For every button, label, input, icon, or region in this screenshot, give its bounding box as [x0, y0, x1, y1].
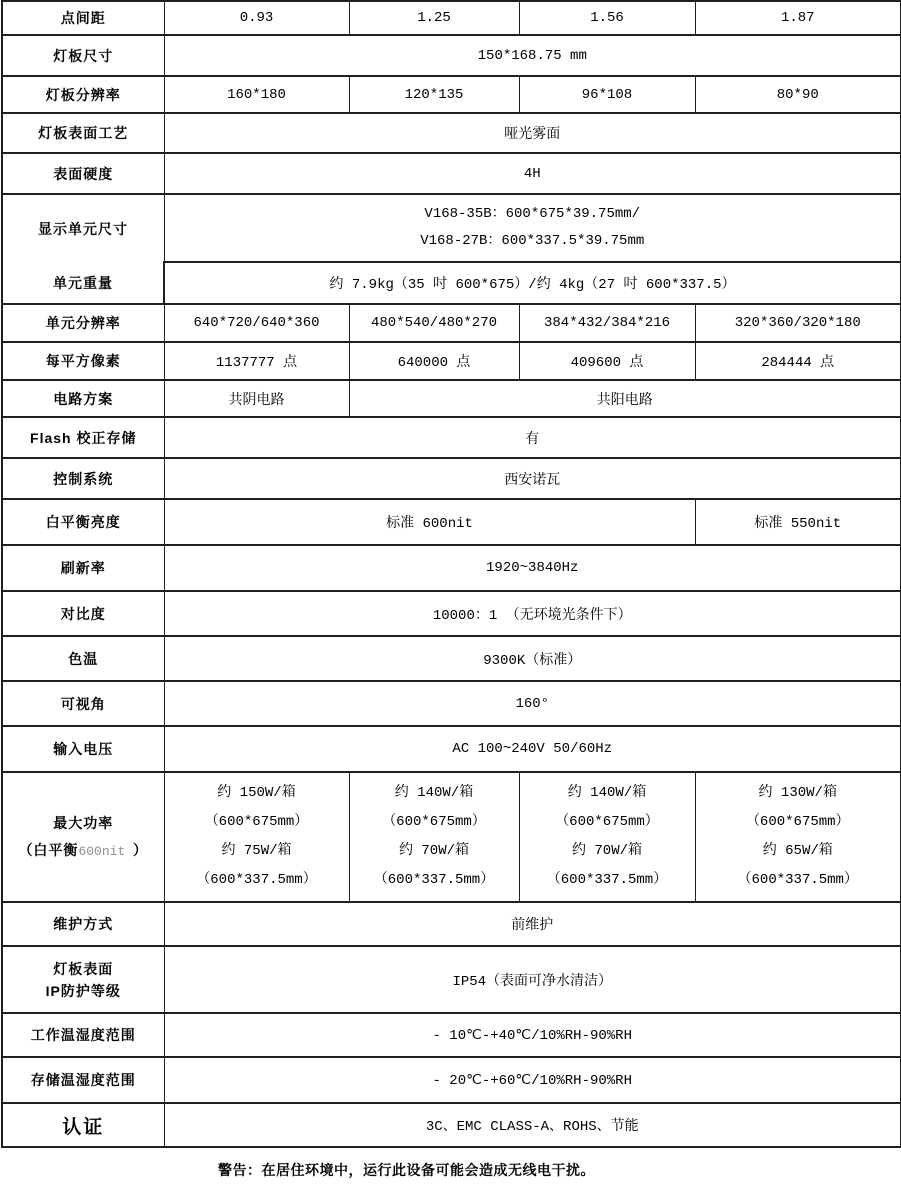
row-label-max-power	[2, 772, 164, 902]
surface-finish-value: 哑光雾面	[164, 113, 901, 153]
row-label-ip-rating	[2, 946, 164, 1013]
module-size-value: 150*168.75 mm	[164, 35, 901, 76]
control-system-value: 西安诺瓦	[164, 458, 901, 499]
circuit-value-common-anode: 共阳电路	[349, 380, 901, 417]
row-label-surface-hardness: 表面硬度	[2, 153, 164, 194]
viewing-angle-value: 160°	[164, 681, 901, 726]
row-label-white-balance: 白平衡亮度	[2, 499, 164, 545]
row-max-power	[2, 772, 901, 902]
pixels-per-sqm-value-4: 284444 点	[695, 342, 901, 380]
unit-size-value	[164, 194, 901, 262]
row-label-storage-temp-humidity: 存储温湿度范围	[2, 1057, 164, 1103]
merged-label-unit-size-weight	[2, 194, 164, 304]
row-surface-hardness	[2, 153, 901, 194]
unit-resolution-value-3: 384*432/384*216	[519, 304, 695, 342]
row-module-size	[2, 35, 901, 76]
unit-resolution-value-4: 320*360/320*180	[695, 304, 901, 342]
ip-rating-label-line1: 灯板表面	[53, 960, 114, 977]
row-label-unit-resolution: 单元分辨率	[2, 304, 164, 342]
row-pixels-per-sqm	[2, 342, 901, 380]
white-balance-value-main: 标准 600nit	[164, 499, 695, 545]
row-color-temperature	[2, 636, 901, 681]
module-resolution-value-1: 160*180	[164, 76, 349, 113]
row-label-viewing-angle: 可视角	[2, 681, 164, 726]
row-white-balance	[2, 499, 901, 545]
ip-rating-label-line2: IP防护等级	[45, 982, 121, 999]
row-label-module-size: 灯板尺寸	[2, 35, 164, 76]
max-power-label-line2: （白平衡600nit ）	[18, 841, 149, 859]
row-label-circuit: 电路方案	[2, 380, 164, 417]
storage-temp-humidity-value: - 20℃-+60℃/10%RH-90%RH	[164, 1057, 901, 1103]
row-module-resolution	[2, 76, 901, 113]
row-contrast	[2, 591, 901, 636]
unit-size-line1: V168-35B：600*675*39.75mm/	[424, 206, 641, 223]
circuit-value-common-cathode: 共阴电路	[164, 380, 349, 417]
row-control-system	[2, 458, 901, 499]
row-label-certification: 认证	[2, 1103, 164, 1147]
color-temperature-value: 9300K（标准）	[164, 636, 901, 681]
row-unit-size	[2, 194, 901, 262]
row-ip-rating	[2, 946, 901, 1013]
row-certification	[2, 1103, 901, 1147]
row-label-refresh-rate: 刷新率	[2, 545, 164, 591]
max-power-label-line1: 最大功率	[53, 814, 114, 831]
max-power-col-2: 约 140W/箱 （600*675mm） 约 70W/箱 （600*337.5mm）	[349, 772, 519, 902]
row-storage-temp-humidity	[2, 1057, 901, 1103]
row-viewing-angle	[2, 681, 901, 726]
row-label-color-temperature: 色温	[2, 636, 164, 681]
row-label-module-resolution: 灯板分辨率	[2, 76, 164, 113]
row-label-flash-storage: Flash 校正存储	[2, 417, 164, 458]
module-resolution-value-2: 120*135	[349, 76, 519, 113]
row-unit-resolution	[2, 304, 901, 342]
pitch-value-2: 1.25	[349, 1, 519, 35]
row-surface-finish	[2, 113, 901, 153]
unit-size-line2: V168-27B：600*337.5*39.75mm	[420, 233, 645, 250]
row-pitch	[2, 1, 901, 35]
pitch-value-3: 1.56	[519, 1, 695, 35]
row-label-control-system: 控制系统	[2, 458, 164, 499]
max-power-nit-value: 600nit	[78, 843, 134, 859]
row-maintenance	[2, 902, 901, 946]
row-flash-storage	[2, 417, 901, 458]
unit-resolution-value-1: 640*720/640*360	[164, 304, 349, 342]
pixels-per-sqm-value-3: 409600 点	[519, 342, 695, 380]
row-circuit	[2, 380, 901, 417]
unit-weight-value: 约 7.9kg（35 吋 600*675）/约 4kg（27 吋 600*337.5）	[164, 262, 901, 304]
row-label-contrast: 对比度	[2, 591, 164, 636]
max-power-col-1: 约 150W/箱 （600*675mm） 约 75W/箱 （600*337.5mm）	[164, 772, 349, 902]
radio-interference-warning: 警告：在居住环境中，运行此设备可能会造成无线电干扰。	[218, 1162, 595, 1178]
row-label-unit-size: 显示单元尺寸	[38, 220, 128, 237]
row-input-voltage	[2, 726, 901, 772]
max-power-col-3: 约 140W/箱 （600*675mm） 约 70W/箱 （600*337.5mm）	[519, 772, 695, 902]
unit-resolution-value-2: 480*540/480*270	[349, 304, 519, 342]
certification-value: 3C、EMC CLASS-A、ROHS、节能	[164, 1103, 901, 1147]
row-label-input-voltage: 输入电压	[2, 726, 164, 772]
pixels-per-sqm-value-1: 1137777 点	[164, 342, 349, 380]
row-label-surface-finish: 灯板表面工艺	[2, 113, 164, 153]
max-power-col-4: 约 130W/箱 （600*675mm） 约 65W/箱 （600*337.5mm）	[695, 772, 901, 902]
row-label-unit-weight: 单元重量	[53, 274, 113, 291]
flash-storage-value: 有	[164, 417, 901, 458]
module-resolution-value-3: 96*108	[519, 76, 695, 113]
input-voltage-value: AC 100~240V 50/60Hz	[164, 726, 901, 772]
contrast-value: 10000：1 （无环境光条件下）	[164, 591, 901, 636]
row-label-pitch: 点间距	[2, 1, 164, 35]
module-resolution-value-4: 80*90	[695, 76, 901, 113]
row-refresh-rate	[2, 545, 901, 591]
row-label-maintenance: 维护方式	[2, 902, 164, 946]
row-label-operating-temp-humidity: 工作温湿度范围	[2, 1013, 164, 1057]
pitch-value-4: 1.87	[695, 1, 901, 35]
maintenance-value: 前维护	[164, 902, 901, 946]
white-balance-value-last: 标准 550nit	[695, 499, 901, 545]
refresh-rate-value: 1920~3840Hz	[164, 545, 901, 591]
pitch-value-1: 0.93	[164, 1, 349, 35]
row-label-pixels-per-sqm: 每平方像素	[2, 342, 164, 380]
operating-temp-humidity-value: - 10℃-+40℃/10%RH-90%RH	[164, 1013, 901, 1057]
ip-rating-value: IP54（表面可净水清洁）	[164, 946, 901, 1013]
spec-table	[1, 0, 901, 1148]
surface-hardness-value: 4H	[164, 153, 901, 194]
pixels-per-sqm-value-2: 640000 点	[349, 342, 519, 380]
row-operating-temp-humidity	[2, 1013, 901, 1057]
